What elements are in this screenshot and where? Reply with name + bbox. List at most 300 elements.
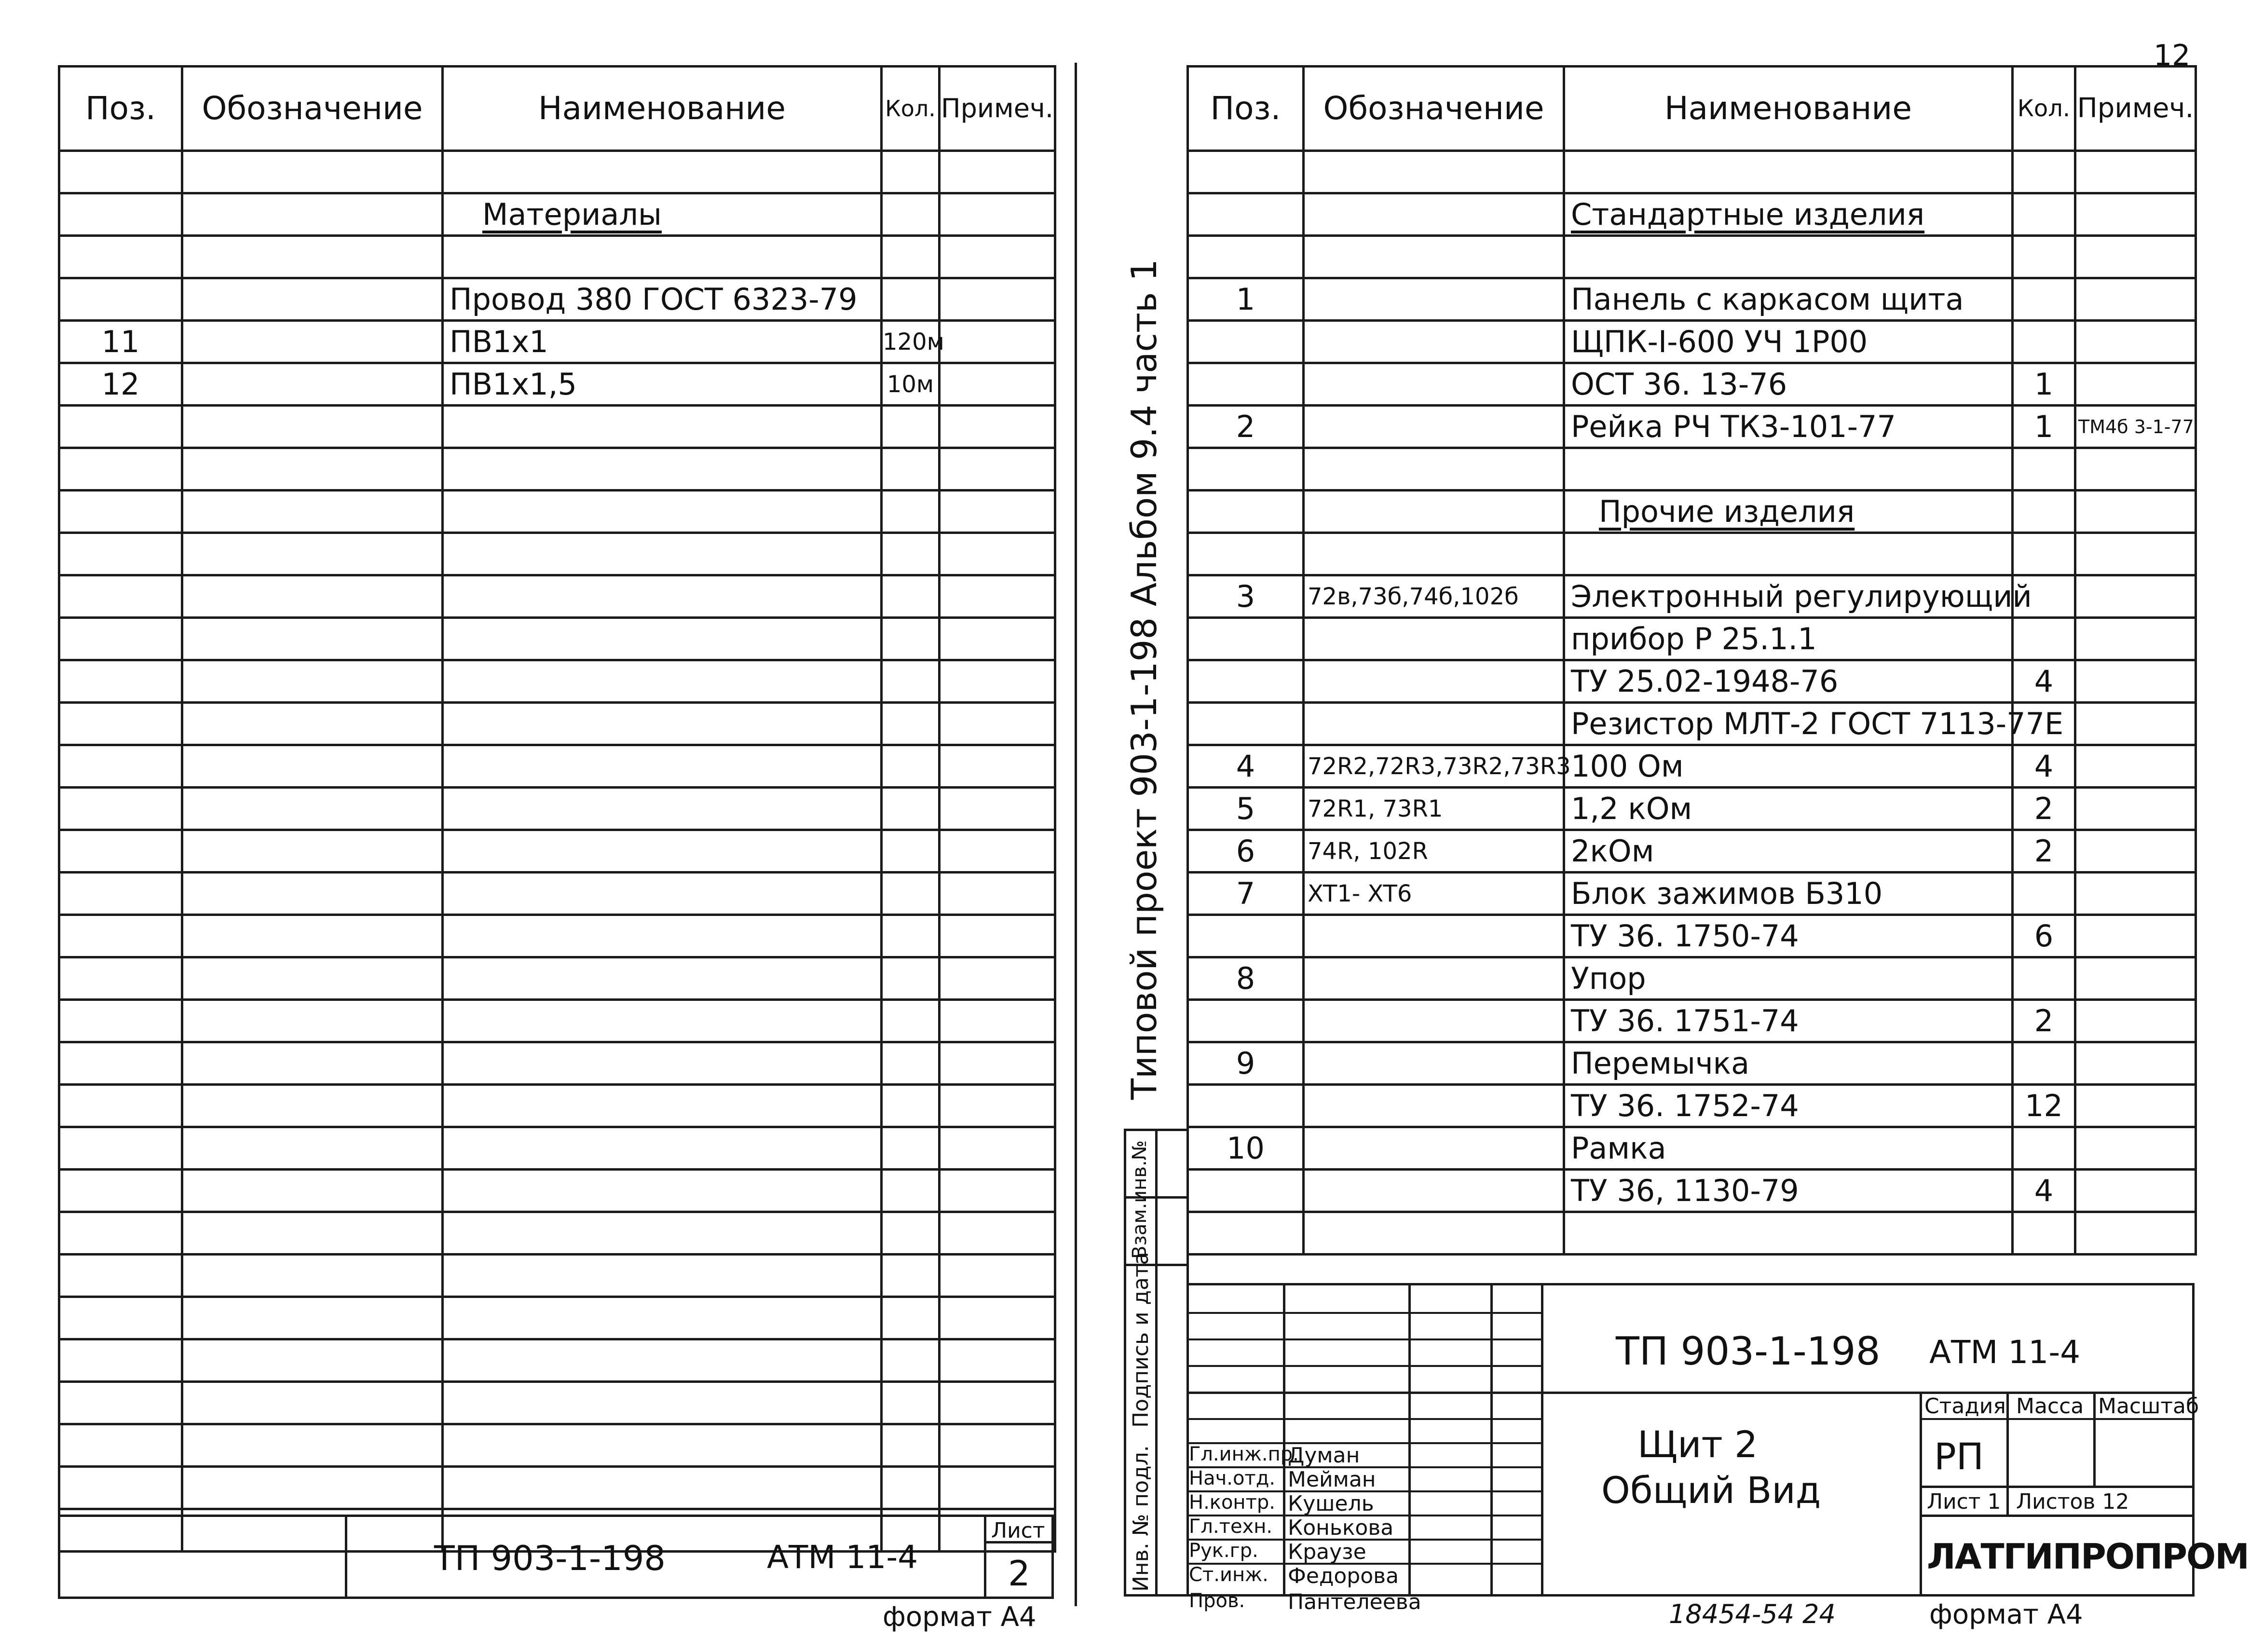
cell-pos — [1188, 151, 1304, 193]
cell-designation — [182, 1339, 443, 1382]
cell-pos: 1 — [1188, 278, 1304, 321]
cell-qty — [2013, 491, 2075, 533]
cell-qty — [2013, 618, 2075, 660]
cell-qty — [882, 533, 940, 575]
cell-designation — [182, 703, 443, 745]
cell-note — [940, 1127, 1055, 1170]
cell-designation — [1304, 660, 1564, 703]
mass-label: Масса — [2016, 1394, 2084, 1419]
table-row — [59, 321, 1055, 363]
cell-designation — [182, 236, 443, 278]
cell-qty: 2 — [2013, 788, 2075, 830]
table-row — [1188, 660, 2196, 703]
cell-designation: 74R, 102R — [1304, 830, 1564, 873]
table-row — [1188, 1127, 2196, 1170]
cell-pos — [1188, 448, 1304, 491]
cell-name — [443, 703, 882, 745]
cell-qty — [2013, 193, 2075, 236]
cell-pos — [59, 151, 182, 193]
cell-name — [443, 1339, 882, 1382]
cell-note — [2075, 575, 2196, 618]
cell-designation — [1304, 406, 1564, 448]
cell-name — [443, 1255, 882, 1297]
cell-name — [443, 448, 882, 491]
cell-note — [940, 1000, 1055, 1042]
cell-pos — [1188, 703, 1304, 745]
cell-qty — [882, 193, 940, 236]
cell-note — [940, 1085, 1055, 1127]
table-row — [1188, 321, 2196, 363]
cell-pos — [1188, 1170, 1304, 1212]
cell-qty: 120м — [882, 321, 940, 363]
cell-pos — [1188, 660, 1304, 703]
right-format: формат А4 — [1929, 1599, 2083, 1630]
cell-name: Резистор МЛТ-2 ГОСТ 7113-77Е — [1564, 703, 2013, 745]
section-row — [1188, 491, 2196, 533]
stamp-person-name: Думан — [1288, 1443, 1360, 1468]
cell-note — [2075, 236, 2196, 278]
cell-name: ПВ1х1,5 — [443, 363, 882, 406]
cell-note — [2075, 533, 2196, 575]
stamp-person-name: Конькова — [1288, 1515, 1394, 1540]
cell-name: ТУ 36, 1130-79 — [1564, 1170, 2013, 1212]
table-row — [59, 533, 1055, 575]
cell-pos: 7 — [1188, 873, 1304, 915]
cell-pos — [59, 830, 182, 873]
col-header-name: Наименование — [443, 67, 882, 151]
cell-designation — [182, 363, 443, 406]
cell-designation — [1304, 1000, 1564, 1042]
sheet-label: Лист 1 — [1927, 1489, 2001, 1514]
cell-qty — [882, 703, 940, 745]
cell-designation — [182, 830, 443, 873]
cell-pos — [59, 1212, 182, 1255]
col-header-name: Наименование — [1564, 67, 2013, 151]
cell-qty — [882, 278, 940, 321]
cell-pos — [59, 1042, 182, 1085]
cell-pos — [59, 873, 182, 915]
cell-note — [940, 1339, 1055, 1382]
section-row — [1188, 193, 2196, 236]
cell-note — [940, 491, 1055, 533]
cell-designation — [182, 1127, 443, 1170]
cell-name — [443, 1042, 882, 1085]
table-row — [59, 1000, 1055, 1042]
cell-qty — [2013, 151, 2075, 193]
cell-note — [940, 1042, 1055, 1085]
cell-qty: 2 — [2013, 1000, 2075, 1042]
cell-qty: 10м — [882, 363, 940, 406]
cell-pos — [1188, 533, 1304, 575]
cell-designation — [1304, 193, 1564, 236]
cell-name: ТУ 36. 1750-74 — [1564, 915, 2013, 957]
cell-designation — [182, 193, 443, 236]
table-row — [1188, 915, 2196, 957]
cell-qty — [882, 1212, 940, 1255]
cell-name — [443, 1297, 882, 1339]
cell-designation — [1304, 363, 1564, 406]
cell-designation — [182, 1297, 443, 1339]
cell-name — [443, 1170, 882, 1212]
cell-note — [940, 1297, 1055, 1339]
table-row — [1188, 788, 2196, 830]
stamp-role: Пров. — [1189, 1590, 1245, 1612]
cell-note — [2075, 830, 2196, 873]
cell-name: Упор — [1564, 957, 2013, 1000]
cell-qty — [2013, 1127, 2075, 1170]
table-row — [59, 1127, 1055, 1170]
cell-name — [443, 660, 882, 703]
cell-note — [940, 278, 1055, 321]
cell-qty: 12 — [2013, 1085, 2075, 1127]
cell-qty: 1 — [2013, 363, 2075, 406]
cell-name: ТУ 36. 1752-74 — [1564, 1085, 2013, 1127]
cell-designation — [182, 1042, 443, 1085]
cell-name — [443, 618, 882, 660]
cell-note — [2075, 491, 2196, 533]
cell-qty — [882, 1042, 940, 1085]
cell-pos — [59, 1170, 182, 1212]
table-row — [59, 660, 1055, 703]
cell-designation — [182, 278, 443, 321]
cell-pos — [59, 745, 182, 788]
cell-note — [2075, 915, 2196, 957]
cell-note — [940, 788, 1055, 830]
col-header-note: Примеч. — [2075, 67, 2196, 151]
cell-note — [940, 575, 1055, 618]
cell-note — [940, 151, 1055, 193]
cell-designation — [1304, 618, 1564, 660]
cell-name — [443, 533, 882, 575]
cell-name — [443, 745, 882, 788]
cell-note — [940, 1255, 1055, 1297]
cell-designation — [182, 660, 443, 703]
cell-pos — [59, 957, 182, 1000]
table-row — [59, 448, 1055, 491]
cell-name: ТУ 25.02-1948-76 — [1564, 660, 2013, 703]
cell-designation — [1304, 321, 1564, 363]
cell-qty — [882, 830, 940, 873]
col-header-pos: Поз. — [59, 67, 182, 151]
cell-designation — [182, 406, 443, 448]
cell-designation — [1304, 1170, 1564, 1212]
cell-note — [2075, 1170, 2196, 1212]
table-row — [59, 745, 1055, 788]
cell-note — [2075, 448, 2196, 491]
cell-name — [443, 1424, 882, 1467]
cell-name — [443, 575, 882, 618]
cell-pos: 11 — [59, 321, 182, 363]
cell-qty — [2013, 1042, 2075, 1085]
cell-note — [940, 236, 1055, 278]
cell-note: ТМ4б 3-1-77 — [2075, 406, 2196, 448]
cell-name: Рамка — [1564, 1127, 2013, 1170]
cell-note — [2075, 1000, 2196, 1042]
table-row — [1188, 1170, 2196, 1212]
table-row — [59, 1042, 1055, 1085]
table-row — [1188, 745, 2196, 788]
cell-pos: 12 — [59, 363, 182, 406]
table-row — [59, 1255, 1055, 1297]
cell-designation — [182, 533, 443, 575]
cell-pos — [59, 1424, 182, 1467]
side-col-inv: Инв. № подл. — [1129, 1445, 1153, 1592]
cell-qty — [882, 1127, 940, 1170]
table-row — [59, 1382, 1055, 1424]
cell-note — [940, 1382, 1055, 1424]
empty-row — [1188, 448, 2196, 491]
cell-pos — [1188, 618, 1304, 660]
table-row — [1188, 703, 2196, 745]
cell-pos — [59, 406, 182, 448]
cell-name: Перемычка — [1564, 1042, 2013, 1085]
cell-name — [443, 1382, 882, 1424]
cell-name: 100 Ом — [1564, 745, 2013, 788]
cell-qty — [2013, 1212, 2075, 1255]
cell-name: ОСТ 36. 13-76 — [1564, 363, 2013, 406]
cell-qty — [882, 660, 940, 703]
cell-pos: 5 — [1188, 788, 1304, 830]
cell-name — [443, 1467, 882, 1509]
cell-note — [2075, 703, 2196, 745]
cell-pos — [59, 1382, 182, 1424]
cell-note — [940, 321, 1055, 363]
cell-note — [940, 873, 1055, 915]
left-stamp-code: ТП 903-1-198 — [434, 1539, 666, 1578]
table-row — [59, 788, 1055, 830]
cell-note — [940, 830, 1055, 873]
cell-pos — [59, 1000, 182, 1042]
cell-name — [1564, 236, 2013, 278]
cell-qty: 1 — [2013, 406, 2075, 448]
cell-qty — [882, 236, 940, 278]
cell-designation — [182, 1255, 443, 1297]
cell-pos: 8 — [1188, 957, 1304, 1000]
cell-note — [940, 1467, 1055, 1509]
cell-qty: 2 — [2013, 830, 2075, 873]
table-row — [59, 491, 1055, 533]
cell-pos — [1188, 491, 1304, 533]
cell-note — [2075, 660, 2196, 703]
cell-name — [443, 788, 882, 830]
empty-row — [1188, 151, 2196, 193]
cell-name — [443, 1212, 882, 1255]
cell-pos: 9 — [1188, 1042, 1304, 1085]
cell-name — [443, 957, 882, 1000]
cell-note — [940, 745, 1055, 788]
cell-name — [443, 406, 882, 448]
cell-designation — [182, 1424, 443, 1467]
cell-designation — [1304, 236, 1564, 278]
cell-pos: 6 — [1188, 830, 1304, 873]
cell-note — [2075, 363, 2196, 406]
cell-note — [940, 1212, 1055, 1255]
col-header-qty: Кол. — [882, 67, 940, 151]
stamp-role: Гл.инж.пр. — [1189, 1443, 1299, 1465]
cell-note — [940, 533, 1055, 575]
cell-name: ТУ 36. 1751-74 — [1564, 1000, 2013, 1042]
cell-qty — [882, 873, 940, 915]
table-row — [59, 1297, 1055, 1339]
stamp-title-1: Щит 2 — [1637, 1423, 1758, 1466]
cell-note — [2075, 618, 2196, 660]
table-row — [59, 957, 1055, 1000]
table-row — [1188, 957, 2196, 1000]
table-row — [59, 1212, 1055, 1255]
cell-name — [443, 1000, 882, 1042]
cell-note — [940, 193, 1055, 236]
cell-qty — [882, 406, 940, 448]
cell-qty — [882, 1085, 940, 1127]
cell-pos — [59, 236, 182, 278]
cell-name: ЩПК-I-600 УЧ 1Р00 — [1564, 321, 2013, 363]
stamp-code: ТП 903-1-198 — [1616, 1329, 1881, 1374]
cell-pos — [1188, 321, 1304, 363]
table-row — [59, 1424, 1055, 1467]
section-title: Прочие изделия — [1564, 491, 2013, 533]
cell-qty — [882, 788, 940, 830]
table-row — [59, 1085, 1055, 1127]
cell-qty: 4 — [2013, 660, 2075, 703]
cell-designation — [182, 1467, 443, 1509]
col-header-qty: Кол. — [2013, 67, 2075, 151]
cell-name — [443, 873, 882, 915]
stamp-person-name: Мейман — [1288, 1467, 1376, 1492]
stamp-person-name: Краузе — [1288, 1540, 1366, 1564]
cell-qty — [2013, 448, 2075, 491]
cell-qty — [882, 1382, 940, 1424]
cell-name — [443, 830, 882, 873]
cell-designation — [1304, 1212, 1564, 1255]
cell-pos — [59, 1085, 182, 1127]
section-title: Стандартные изделия — [1564, 193, 2013, 236]
cell-pos — [59, 491, 182, 533]
cell-qty — [882, 1255, 940, 1297]
scale-label: Масштаб — [2098, 1394, 2199, 1419]
cell-qty — [2013, 321, 2075, 363]
cell-pos — [59, 788, 182, 830]
cell-pos: 4 — [1188, 745, 1304, 788]
cell-designation — [182, 1212, 443, 1255]
cell-name: 2кОм — [1564, 830, 2013, 873]
cell-designation — [1304, 278, 1564, 321]
cell-qty — [2013, 278, 2075, 321]
cell-designation — [182, 1085, 443, 1127]
cell-qty — [882, 1424, 940, 1467]
cell-designation — [182, 745, 443, 788]
cell-qty — [882, 1000, 940, 1042]
cell-note — [2075, 1042, 2196, 1085]
cell-pos — [59, 278, 182, 321]
cell-qty — [882, 915, 940, 957]
cell-designation: 72в,73б,74б,102б — [1304, 575, 1564, 618]
cell-designation: 72R1, 73R1 — [1304, 788, 1564, 830]
cell-qty — [882, 1467, 940, 1509]
table-row — [59, 1170, 1055, 1212]
side-project-label: Типовой проект 903-1-198 Альбом 9.4 часть 1 — [1124, 259, 1164, 1100]
stamp-person-name: Кушель — [1288, 1491, 1374, 1516]
cell-designation — [182, 448, 443, 491]
cell-note — [2075, 1212, 2196, 1255]
cell-name: Рейка РЧ ТК3-101-77 — [1564, 406, 2013, 448]
table-row — [59, 1339, 1055, 1382]
cell-designation — [1304, 703, 1564, 745]
cell-name — [443, 1127, 882, 1170]
cell-qty — [882, 1297, 940, 1339]
organization: ЛАТГИПРОПРОМ — [1927, 1536, 2249, 1577]
cell-name — [443, 151, 882, 193]
cell-pos: 10 — [1188, 1127, 1304, 1170]
cell-qty — [2013, 873, 2075, 915]
table-row — [59, 151, 1055, 193]
cell-designation — [182, 1382, 443, 1424]
cell-qty: 6 — [2013, 915, 2075, 957]
table-row — [59, 873, 1055, 915]
cell-designation — [1304, 1127, 1564, 1170]
cell-pos — [59, 1255, 182, 1297]
cell-pos — [59, 193, 182, 236]
cell-note — [2075, 151, 2196, 193]
cell-name: Электронный регулирующий — [1564, 575, 2013, 618]
cell-designation — [182, 788, 443, 830]
table-row — [1188, 575, 2196, 618]
cell-designation — [182, 618, 443, 660]
left-sheet-number: 2 — [1008, 1553, 1030, 1594]
cell-pos — [59, 1339, 182, 1382]
empty-row — [1188, 1212, 2196, 1255]
cell-name: Провод 380 ГОСТ 6323-79 — [443, 278, 882, 321]
cell-note — [2075, 321, 2196, 363]
cell-note — [940, 448, 1055, 491]
cell-note — [2075, 873, 2196, 915]
cell-pos — [1188, 1212, 1304, 1255]
empty-row — [1188, 533, 2196, 575]
cell-note — [2075, 745, 2196, 788]
cell-note — [940, 1424, 1055, 1467]
cell-pos — [59, 618, 182, 660]
stamp-person-name: Федорова — [1288, 1564, 1399, 1588]
cell-note — [940, 915, 1055, 957]
cell-designation — [1304, 533, 1564, 575]
cell-pos — [1188, 1000, 1304, 1042]
table-row — [1188, 406, 2196, 448]
cell-qty — [882, 151, 940, 193]
cell-note — [940, 1170, 1055, 1212]
cell-designation — [1304, 448, 1564, 491]
empty-row — [1188, 236, 2196, 278]
cell-qty — [2013, 533, 2075, 575]
stamp-role: Рук.гр. — [1189, 1540, 1258, 1562]
cell-qty: 4 — [2013, 1170, 2075, 1212]
sheet-divider — [1075, 63, 1077, 1606]
cell-note — [2075, 1085, 2196, 1127]
cell-pos — [1188, 915, 1304, 957]
table-row — [1188, 278, 2196, 321]
bottom-number: 18454-54 24 — [1669, 1599, 1836, 1629]
cell-designation — [182, 491, 443, 533]
cell-pos — [59, 575, 182, 618]
cell-note — [940, 957, 1055, 1000]
cell-name: ПВ1х1 — [443, 321, 882, 363]
cell-designation — [182, 1170, 443, 1212]
stage-value: РП — [1934, 1435, 1984, 1478]
cell-qty — [2013, 236, 2075, 278]
col-header-designation: Обозначение — [182, 67, 443, 151]
table-row — [59, 703, 1055, 745]
cell-name — [1564, 151, 2013, 193]
cell-designation: 72R2,72R3,73R2,73R3 — [1304, 745, 1564, 788]
cell-qty — [882, 575, 940, 618]
